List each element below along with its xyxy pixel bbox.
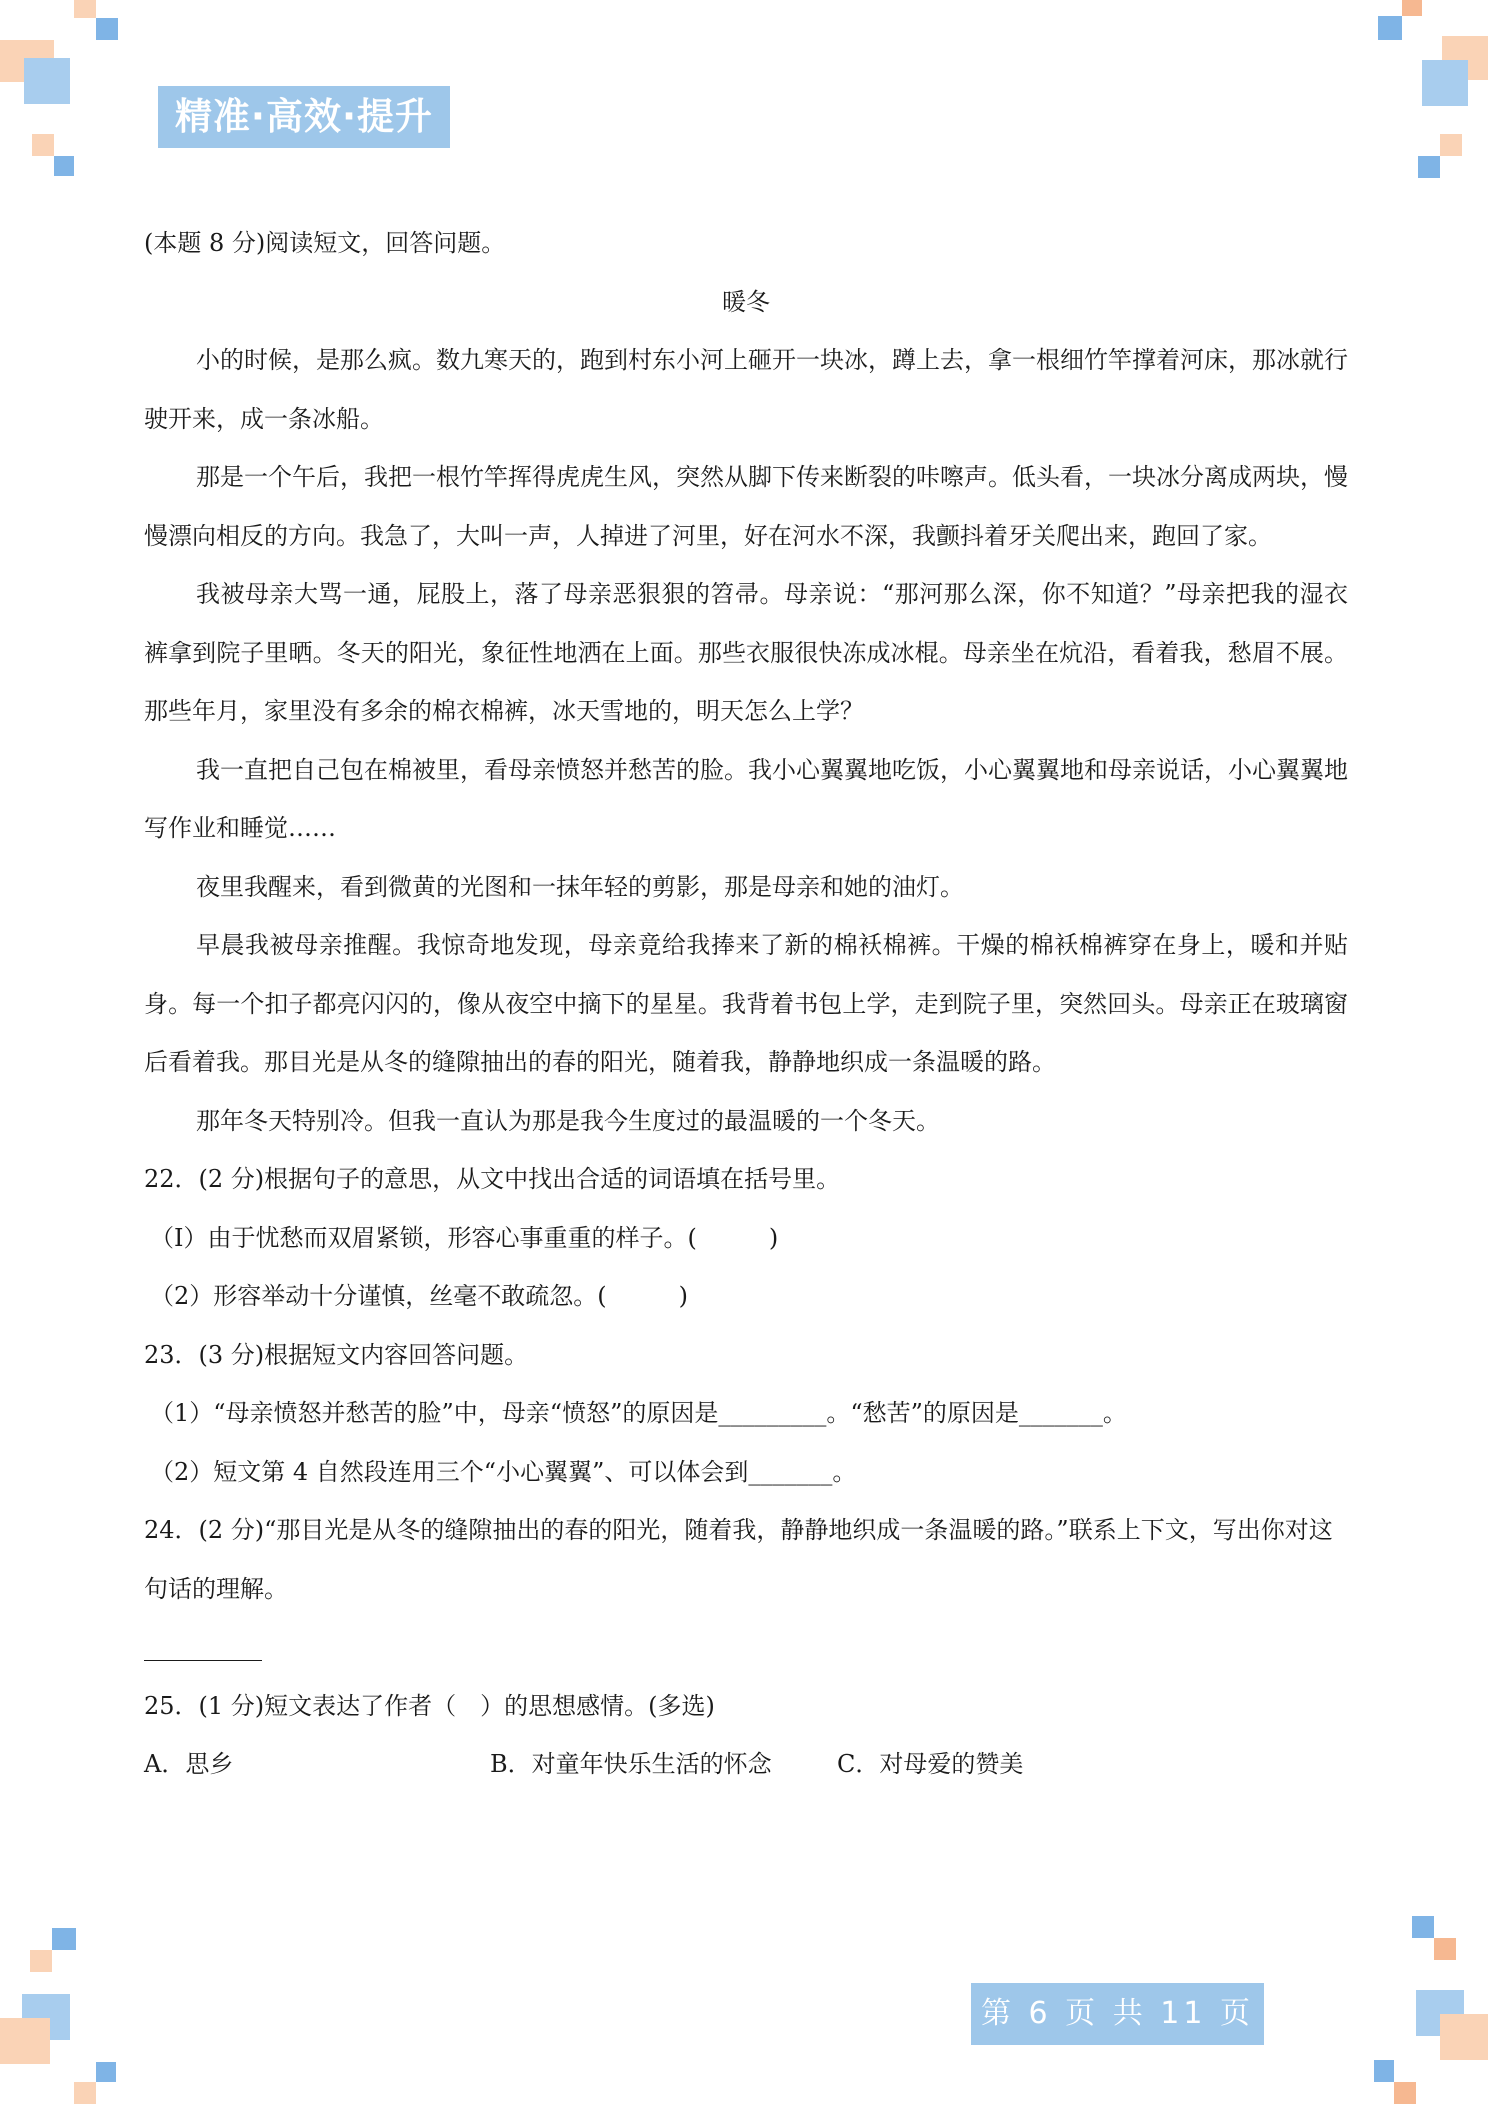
question-23-item-1: （1）“母亲愤怒并愁苦的脸”中，母亲“愤怒”的原因是_________。“愁苦”的原因是_______。 [150, 1399, 1127, 1427]
passage-paragraph: 那是一个午后，我把一根竹竿挥得虎虎生风，突然从脚下传来断裂的咔嚓声。低头看，一块冰分离成两块，慢慢漂向相反的方向。我急了，大叫一声，人掉进了河里，好在河水不深，我颤抖着牙关爬出来，跑回了家。 [144, 463, 1348, 550]
question-22-item-2: （2）形容举动十分谨慎，丝毫不敢疏忽。( ) [150, 1282, 688, 1310]
passage-paragraph: 我被母亲大骂一通，屁股上，落了母亲恶狠狠的笤帚。母亲说：“那河那么深，你不知道？”母亲把我的湿衣裤拿到院子里晒。冬天的阳光，象征性地洒在上面。那些衣服很快冻成冰棍。母亲坐在炕沿，看着我，愁眉不展。那些年月，家里没有多余的棉衣棉裤，冰天雪地的，明天怎么上学？ [144, 580, 1348, 725]
question-23-stem: 23．(3 分)根据短文内容回答问题。 [144, 1340, 529, 1369]
question-25-options [144, 1735, 1348, 1794]
passage-paragraph: 我一直把自己包在棉被里，看母亲愤怒并愁苦的脸。我小心翼翼地吃饭，小心翼翼地和母亲说话，小心翼翼地写作业和睡觉…… [144, 755, 1348, 842]
passage-paragraph: 早晨我被母亲推醒。我惊奇地发现，母亲竟给我捧来了新的棉袄棉裤。干燥的棉袄棉裤穿在身上，暖和并贴身。每一个扣子都亮闪闪的，像从夜空中摘下的星星。我背着书包上学，走到院子里，突然回头。母亲正在玻璃窗后看着我。那目光是从冬的缝隙抽出的春的阳光，随着我，静静地织成一条温暖的路。 [144, 931, 1348, 1076]
question-25-stem: 25．(1 分)短文表达了作者（ ）的思想感情。(多选) [144, 1691, 715, 1720]
passage-paragraph: 那年冬天特别冷。但我一直认为那是我今生度过的最温暖的一个冬天。 [196, 1106, 940, 1135]
option-a[interactable]: A．思乡 [144, 1750, 234, 1778]
question-24-stem: 24．(2 分)“那目光是从冬的缝隙抽出的春的阳光，随着我，静静地织成一条温暖的路。”联系上下文，写出你对这句话的理解。 [144, 1516, 1333, 1603]
question-22-stem: 22．(2 分)根据句子的意思，从文中找出合适的词语填在括号里。 [144, 1165, 841, 1193]
question-23-item-2: （2）短文第 4 自然段连用三个“小心翼翼”、可以体会到_______。 [150, 1457, 857, 1486]
exam-content [144, 214, 1348, 1794]
page-number-badge: 第 6 页 共 11 页 [971, 1983, 1264, 2045]
option-b[interactable]: B．对童年快乐生活的怀念 [490, 1750, 772, 1778]
question-22-item-1: （I）由于忧愁而双眉紧锁，形容心事重重的样子。( ) [150, 1223, 779, 1252]
header-banner: 精准·高效·提升 [158, 86, 450, 148]
passage-paragraph: 夜里我醒来，看到微黄的光图和一抹年轻的剪影，那是母亲和她的油灯。 [196, 872, 964, 901]
option-c[interactable]: C．对母爱的赞美 [837, 1750, 1024, 1778]
passage-title: 暖冬 [722, 287, 770, 316]
passage-paragraph: 小的时候，是那么疯。数九寒天的，跑到村东小河上砸开一块冰，蹲上去，拿一根细竹竿撑着河床，那冰就行驶开来，成一条冰船。 [144, 346, 1348, 433]
answer-line[interactable] [144, 1618, 1348, 1677]
passage-intro: (本题 8 分)阅读短文，回答问题。 [144, 229, 506, 257]
